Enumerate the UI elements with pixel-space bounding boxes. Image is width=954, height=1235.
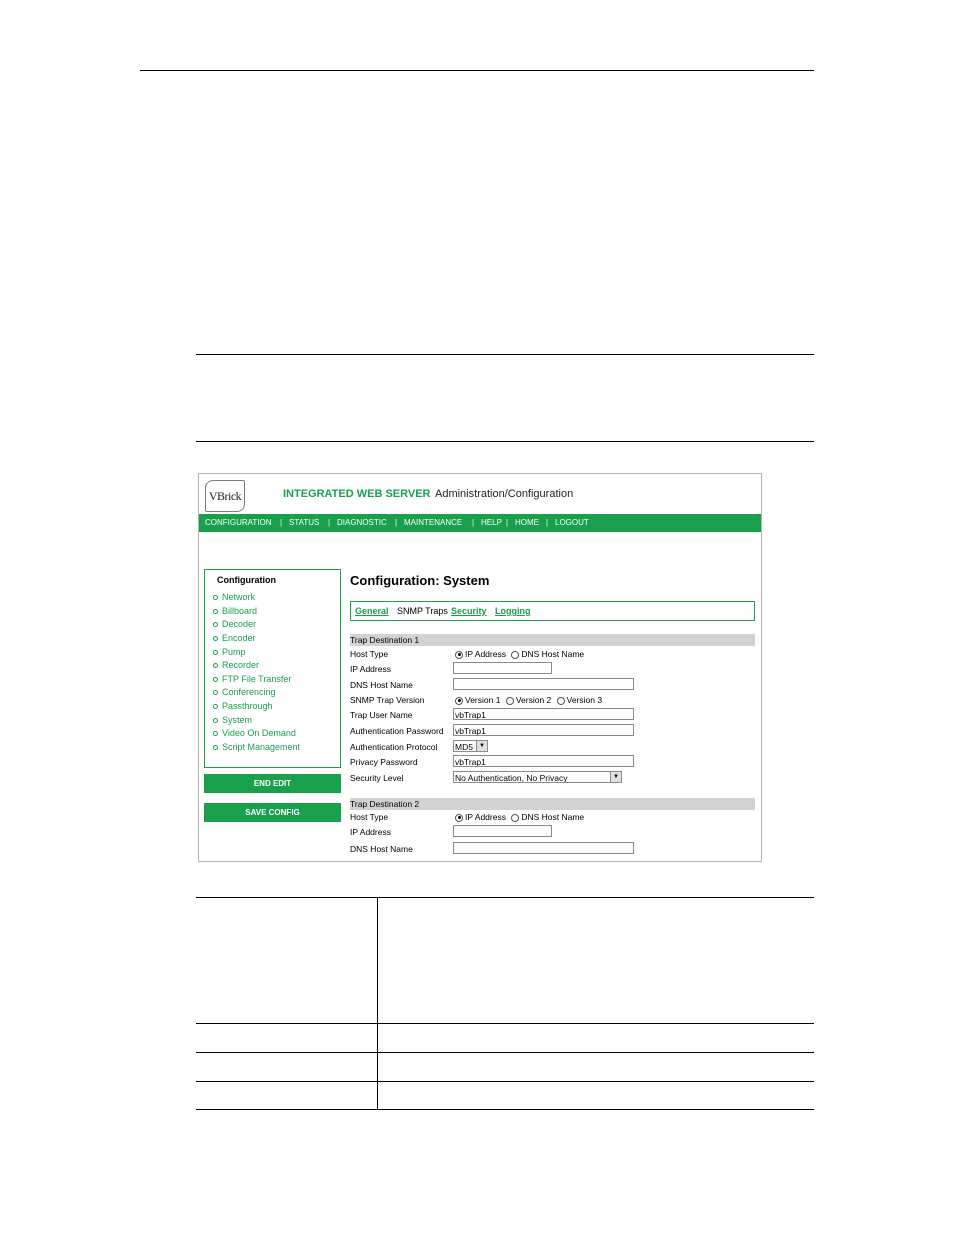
app-title: INTEGRATED WEB SERVER [283,488,431,500]
circle-bullet-icon [213,704,218,709]
radio-dns-host-name-label: DNS Host Name [521,649,585,659]
trap2-radio-ip-address[interactable] [455,814,463,822]
section-rule-bottom [196,441,814,442]
sidebar-item-encoder[interactable]: Encoder [213,633,256,643]
table-row [196,1081,814,1110]
header-rule [140,70,814,71]
chevron-down-icon: ▼ [476,741,487,751]
sidebar-item-decoder[interactable]: Decoder [213,619,256,629]
tab-bar [350,601,755,621]
privacy-password-input[interactable]: vbTrap1 [453,755,634,767]
radio-version-2[interactable] [506,697,514,705]
circle-bullet-icon [213,636,218,641]
trap2-host-type-label: Host Type [350,812,389,822]
auth-password-input[interactable]: vbTrap1 [453,724,634,736]
nav-diagnostic[interactable]: DIAGNOSTIC [337,518,387,527]
sidebar-item-conferencing[interactable]: Conferencing [213,687,276,697]
table-row [196,1052,814,1082]
trap2-dns-host-name-input[interactable] [453,842,634,854]
privacy-password-label: Privacy Password [350,757,418,767]
trap2-ip-address-input[interactable] [453,825,552,837]
circle-bullet-icon [213,609,218,614]
nav-separator: | [328,518,331,527]
tab-snmp-traps[interactable]: SNMP Traps [397,606,448,616]
sidebar-item-billboard[interactable]: Billboard [213,606,257,616]
circle-bullet-icon [213,677,218,682]
nav-maintenance[interactable]: MAINTENANCE [404,518,463,527]
nav-logout[interactable]: LOGOUT [555,518,589,527]
nav-configuration[interactable]: CONFIGURATION [205,518,272,527]
dns-host-name-input[interactable] [453,678,634,690]
radio-version-1[interactable] [455,697,463,705]
radio-version-3-label: Version 3 [566,695,603,705]
table-row [196,897,814,1024]
nav-separator: | [395,518,398,527]
trap-user-name-label: Trap User Name [350,710,413,720]
sidebar-title: Configuration [217,575,276,585]
sidebar-item-network[interactable]: Network [213,592,255,602]
trap-version-radio-group [455,695,602,705]
circle-bullet-icon [213,718,218,723]
circle-bullet-icon [213,663,218,668]
ip-address-label: IP Address [350,664,391,674]
circle-bullet-icon [213,690,218,695]
nav-separator: | [506,518,509,527]
trap-user-name-input[interactable]: vbTrap1 [453,708,634,720]
auth-protocol-select[interactable]: MD5 ▼ [453,740,488,752]
sidebar-item-system[interactable]: System [213,715,252,725]
host-type-radio-group [455,649,584,659]
sidebar-item-ftp-file-transfer[interactable]: FTP File Transfer [213,674,291,684]
end-edit-button[interactable]: END EDIT [204,774,341,793]
table-row [196,1023,814,1053]
circle-bullet-icon [213,595,218,600]
trap2-radio-dns-host-name[interactable] [511,814,519,822]
nav-home[interactable]: HOME [515,518,539,527]
trap2-dns-host-name-label: DNS Host Name [350,844,413,854]
radio-ip-address-label: IP Address [465,649,506,659]
section-rule-top [196,354,814,355]
nav-status[interactable]: STATUS [289,518,320,527]
radio-version-2-label: Version 2 [515,695,552,705]
auth-protocol-label: Authentication Protocol [350,742,438,752]
nav-separator: | [546,518,549,527]
radio-ip-address[interactable] [455,651,463,659]
circle-bullet-icon [213,650,218,655]
trap2-host-type-radio-group [455,812,584,822]
nav-help[interactable]: HELP [481,518,502,527]
circle-bullet-icon [213,731,218,736]
trap-destination-1-header: Trap Destination 1 [350,634,755,646]
security-level-label: Security Level [350,773,404,783]
trap-destination-2-header: Trap Destination 2 [350,798,755,810]
auth-password-label: Authentication Password [350,726,444,736]
host-type-label: Host Type [350,649,389,659]
ip-address-input[interactable] [453,662,552,674]
snmp-trap-version-label: SNMP Trap Version [350,695,425,705]
nav-separator: | [472,518,475,527]
table-column-divider [377,897,378,1110]
web-ui-screenshot [198,473,762,862]
top-nav-bar [199,514,761,532]
config-sidebar [204,569,341,768]
sidebar-item-pump[interactable]: Pump [213,647,246,657]
trap2-ip-address-label: IP Address [350,827,391,837]
circle-bullet-icon [213,622,218,627]
radio-dns-host-name[interactable] [511,651,519,659]
trap2-radio-dns-host-name-label: DNS Host Name [521,812,585,822]
app-subtitle: Administration/Configuration [435,488,574,500]
vbrick-logo: VBrick [205,480,245,512]
sidebar-item-passthrough[interactable]: Passthrough [213,701,273,711]
sidebar-item-recorder[interactable]: Recorder [213,660,259,670]
sidebar-item-video-on-demand[interactable]: Video On Demand [213,728,296,738]
tab-logging[interactable]: Logging [495,606,531,616]
save-config-button[interactable]: SAVE CONFIG [204,803,341,822]
circle-bullet-icon [213,745,218,750]
page-title: Configuration: System [350,573,490,588]
trap2-radio-ip-address-label: IP Address [465,812,506,822]
sidebar-item-script-management[interactable]: Script Management [213,742,300,752]
chevron-down-icon: ▼ [610,772,621,782]
security-level-select[interactable]: No Authentication, No Privacy ▼ [453,771,622,783]
radio-version-1-label: Version 1 [465,695,501,705]
nav-separator: | [280,518,283,527]
tab-general[interactable]: General [355,606,389,616]
radio-version-3[interactable] [557,697,565,705]
tab-security[interactable]: Security [451,606,487,616]
dns-host-name-label: DNS Host Name [350,680,413,690]
